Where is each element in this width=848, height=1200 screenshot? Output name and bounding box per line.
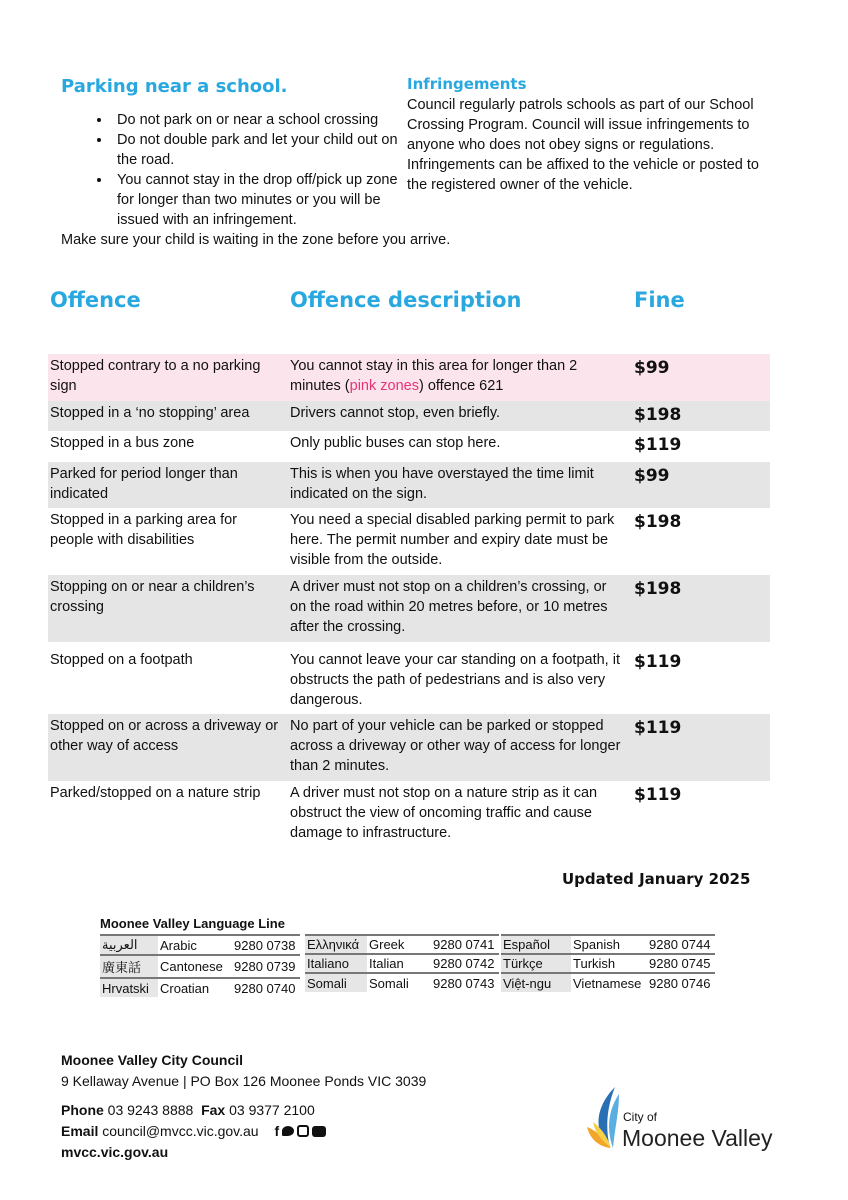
language-name: Cantonese <box>158 955 232 978</box>
org-name: Moonee Valley City Council <box>61 1052 244 1068</box>
table-row <box>48 575 770 642</box>
fine: $198 <box>634 405 682 425</box>
language-name: Croatian <box>158 978 232 997</box>
description: This is when you have overstayed the time limit indicated on the sign. <box>290 466 594 502</box>
table-row <box>48 508 770 575</box>
youtube-icon[interactable] <box>312 1126 326 1137</box>
offence: Parked/stopped on a nature strip <box>50 785 261 801</box>
description: Drivers cannot stop, even briefly. <box>290 405 501 421</box>
language-name: Turkish <box>571 954 647 973</box>
description: Only public buses can stop here. <box>290 435 501 451</box>
fine: $198 <box>634 579 682 599</box>
email-link[interactable]: council@mvcc.vic.gov.au <box>102 1123 259 1139</box>
language-row <box>501 973 715 992</box>
phone-number: 9280 0741 <box>431 935 499 954</box>
native-name: Español <box>501 935 571 954</box>
native-name: Italiano <box>305 954 367 973</box>
phone-number: 9280 0746 <box>647 973 715 992</box>
table-row <box>48 648 770 714</box>
table-row <box>48 714 770 781</box>
language-name: Greek <box>367 935 431 954</box>
fine: $99 <box>634 466 670 486</box>
language-row <box>100 978 300 997</box>
table-row <box>48 781 770 848</box>
language-column <box>100 934 300 997</box>
native-name: 廣東話 <box>100 955 158 978</box>
header-offence: Offence <box>50 288 141 312</box>
native-name: Hrvatski <box>100 978 158 997</box>
bullet: • Do not double park and let your child out on the road. <box>112 130 405 170</box>
facebook-icon[interactable]: f <box>274 1123 283 1139</box>
fine: $99 <box>634 358 670 378</box>
description: A driver must not stop on a children’s crossing, or on the road within 20 metres before, or 10 metres after the crossing. <box>290 579 608 635</box>
language-name: Vietnamese <box>571 973 647 992</box>
phone-number: 9280 0745 <box>647 954 715 973</box>
desc-text: You cannot stay in this area for longer than 2 minutes ( <box>290 358 578 394</box>
phone-number: 9280 0743 <box>431 973 499 992</box>
phone-label: Phone <box>61 1102 104 1118</box>
phone-number: 9280 0742 <box>431 954 499 973</box>
fines-table <box>48 354 770 848</box>
table-row <box>48 354 770 401</box>
language-row <box>501 954 715 973</box>
fine: $198 <box>634 512 682 532</box>
language-name: Italian <box>367 954 431 973</box>
header-fine: Fine <box>634 288 685 312</box>
language-column <box>501 934 715 992</box>
language-row <box>501 935 715 954</box>
language-name: Spanish <box>571 935 647 954</box>
fine: $119 <box>634 652 682 672</box>
language-row <box>305 954 499 973</box>
language-row <box>100 955 300 978</box>
native-name: Việt-ngu <box>501 973 571 992</box>
language-line-title: Moonee Valley Language Line <box>100 916 285 931</box>
phone: 03 9243 8888 <box>107 1102 194 1118</box>
offence: Stopped contrary to a no parking sign <box>50 358 261 394</box>
bullet: • Do not park on or near a school crossing <box>112 110 405 130</box>
native-name: Türkçe <box>501 954 571 973</box>
language-row <box>305 935 499 954</box>
offence: Parked for period longer than indicated <box>50 466 238 502</box>
language-name: Somali <box>367 973 431 992</box>
desc-text: ) offence 621 <box>418 378 504 394</box>
description: A driver must not stop on a nature strip as it can obstruct the view of oncoming traffic and cause damage to infrastructure. <box>290 785 598 841</box>
website-link[interactable]: mvcc.vic.gov.au <box>61 1144 169 1160</box>
language-row <box>305 973 499 992</box>
phone-number: 9280 0740 <box>232 978 300 997</box>
fine: $119 <box>634 785 682 805</box>
description: No part of your vehicle can be parked or stopped across a driveway or other way of access for longer than 2 minutes. <box>290 718 621 774</box>
offence: Stopped in a ‘no stopping’ area <box>50 405 250 421</box>
logo-line2: Moonee Valley <box>622 1125 773 1151</box>
description <box>286 354 628 401</box>
fine: $119 <box>634 435 682 455</box>
phone-number: 9280 0744 <box>647 935 715 954</box>
phone-number: 9280 0739 <box>232 955 300 978</box>
description: You cannot leave your car standing on a footpath, it obstructs the path of pedestrians and is also very dangerous. <box>290 652 620 708</box>
fax: 03 9377 2100 <box>229 1102 315 1118</box>
logo-line1: City of <box>623 1110 658 1124</box>
parking-note: Make sure your child is waiting in the zone before you arrive. <box>61 232 451 248</box>
updated-date: Updated January 2025 <box>562 870 751 888</box>
offence: Stopped on or across a driveway or other way of access <box>50 718 279 754</box>
header-description: Offence description <box>290 288 522 312</box>
native-name: Somali <box>305 973 367 992</box>
offence: Stopped in a bus zone <box>50 435 195 451</box>
language-column <box>305 934 499 992</box>
parking-bullets <box>60 110 405 230</box>
parking-title: Parking near a school. <box>61 76 288 97</box>
table-row <box>48 431 770 462</box>
fax-label: Fax <box>201 1102 226 1118</box>
offence: Stopped on a footpath <box>50 652 193 668</box>
phone-number: 9280 0738 <box>232 935 300 955</box>
description: You need a special disabled parking permit to park here. The permit number and expiry date must be visible from the outside. <box>290 512 615 568</box>
twitter-icon[interactable] <box>282 1126 294 1136</box>
instagram-icon[interactable] <box>297 1125 309 1137</box>
infringements-title: Infringements <box>407 75 527 93</box>
table-row <box>48 401 770 431</box>
footer-contact <box>61 1050 426 1163</box>
native-name: العربية <box>100 935 158 955</box>
fine: $119 <box>634 718 682 738</box>
city-logo <box>585 1082 795 1152</box>
offence: Stopping on or near a children’s crossing <box>50 579 255 615</box>
pink-zones-highlight: pink zones <box>349 378 419 394</box>
infringements-body: Council regularly patrols schools as part of our School Crossing Program. Council will issue infringements to anyone who does not obey signs or regulations. Infringements can be affixed to the vehicle or posted to the registered owner of the vehicle. <box>407 97 759 193</box>
language-row <box>100 935 300 955</box>
offence: Stopped in a parking area for people with disabilities <box>50 512 238 548</box>
address: 9 Kellaway Avenue | PO Box 126 Moonee Ponds VIC 3039 <box>61 1073 427 1089</box>
language-name: Arabic <box>158 935 232 955</box>
table-row <box>48 462 770 508</box>
email-label: Email <box>61 1123 99 1139</box>
parking-section <box>60 110 451 250</box>
native-name: Ελληνικά <box>305 935 367 954</box>
bullet: • You cannot stay in the drop off/pick up zone for longer than two minutes or you will be issued with an infringement. <box>112 170 405 230</box>
